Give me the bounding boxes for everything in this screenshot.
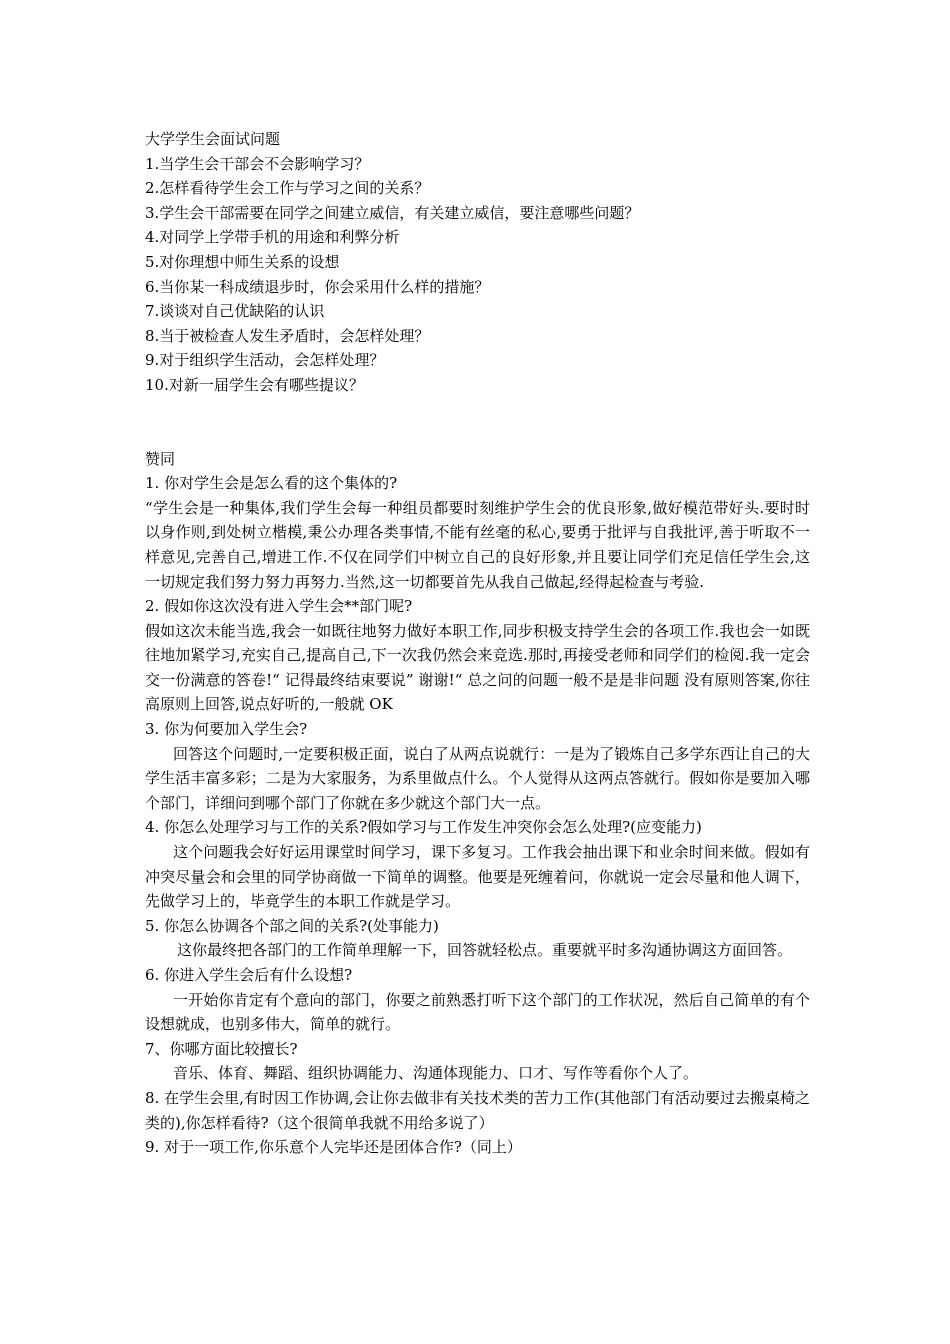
qa-answer: “学生会是一种集体,我们学生会每一种组员都要时刻维护学生会的优良形象,做好模范带好头.要时时以身作则,到处树立楷模,秉公办理各类事情,不能有丝毫的私心,要勇于批评与自我批评,善于听取不一样意见,完善自己,增进工作.不仅在同学们中树立自己的良好形象,并且要让同学们充足信任学生会,这一切规定我们努力努力再努力.当然,这一切都要首先从我自己做起,经得起检查与考验. [145, 498, 810, 591]
qa-question: 2. 假如你这次没有进入学生会**部门呢? [145, 597, 413, 616]
qa-answer: 假如这次未能当选,我会一如既往地努力做好本职工作,同步积极支持学生会的各项工作.我也会一如既往地加紧学习,充实自己,提高自己,下一次我仍然会来竞选.那时,再接受老师和同学们的检阅.我一定会交一份满意的答卷!“ 记得最终结束要说” 谢谢!“ 总之问的问题一般不是是非问题 没有原则答案,你往高原则上回答,说点好听的,一般就 OK [145, 621, 810, 714]
qa-answer: 这你最终把各部门的工作简单理解一下，回答就轻松点。重要就平时多沟通协调这方面回答。 [177, 941, 793, 960]
qa-answer: 这个问题我会好好运用课堂时间学习，课下多复习。工作我会抽出课下和业余时间来做。假如有冲突尽量会和会里的同学协商做一下简单的调整。他要是死缠着问，你就说一定会尽量和他人调下，先做学习上的，毕竟学生的本职工作就是学习。 [145, 843, 810, 911]
section-spacer [145, 398, 810, 447]
qa-question: 3. 你为何要加入学生会? [145, 720, 308, 739]
qa-question: 6. 你进入学生会后有什么设想? [145, 966, 353, 984]
document-body [145, 127, 810, 1160]
question-list [145, 152, 810, 398]
question-item: 9.对于组织学生活动，会怎样处理？ [145, 351, 385, 370]
qa-list [145, 471, 810, 1160]
qa-answer: 一开始你肯定有个意向的部门，你要之前熟悉打听下这个部门的工作状况，然后自己简单的有个设想就成，也别多伟大，简单的就行。 [145, 990, 810, 1034]
question-item: 3.学生会干部需要在同学之间建立威信，有关建立威信，要注意哪些问题？ [145, 203, 640, 222]
question-item: 6.当你某一科成绩退步时，你会采用什么样的措施？ [145, 277, 490, 296]
question-item: 4.对同学上学带手机的用途和利弊分析 [145, 228, 400, 247]
question-item: 1.当学生会干部会不会影响学习？ [145, 154, 370, 173]
qa-question: 5. 你怎么协调各个部之间的关系?(处事能力) [145, 916, 439, 935]
question-item: 8.当于被检查人发生矛盾时，会怎样处理？ [145, 326, 430, 345]
document-title: 大学学生会面试问题 [145, 130, 281, 148]
question-item: 7.谈谈对自己优缺陷的认识 [145, 302, 325, 321]
qa-question: 1. 你对学生会是怎么看的这个集体的? [145, 474, 398, 493]
question-item: 5.对你理想中师生关系的设想 [145, 252, 340, 271]
qa-question: 4. 你怎么处理学习与工作的关系?假如学习与工作发生冲突你会怎么处理?(应变能力) [145, 818, 702, 837]
qa-answer: 音乐、体育、舞蹈、组织协调能力、沟通体现能力、口才、写作等看你个人了。 [173, 1064, 699, 1083]
qa-question: 8. 在学生会里,有时因工作协调,会让你去做非有关技术类的苦力工作(其他部门有活动要过去搬桌椅之类的),你怎样看待?（这个很简单我就不用给多说了） [145, 1088, 810, 1132]
qa-answer: 回答这个问题时,一定要积极正面，说白了从两点说就行：一是为了锻炼自己多学东西让自己的大学生活丰富多彩；二是为大家服务，为系里做点什么。个人觉得从这两点答就行。假如你是要加入哪个部门，详细问到哪个部门了你就在多少就这个部门大一点。 [145, 744, 810, 812]
question-item: 2.怎样看待学生会工作与学习之间的关系？ [145, 179, 430, 198]
qa-question: 9. 对于一项工作,你乐意个人完毕还是团体合作?（同上） [145, 1138, 522, 1157]
question-item: 10.对新一届学生会有哪些提议？ [145, 375, 364, 394]
qa-question: 7、你哪方面比较擅长? [145, 1039, 298, 1058]
section-heading: 赞同 [145, 449, 176, 468]
